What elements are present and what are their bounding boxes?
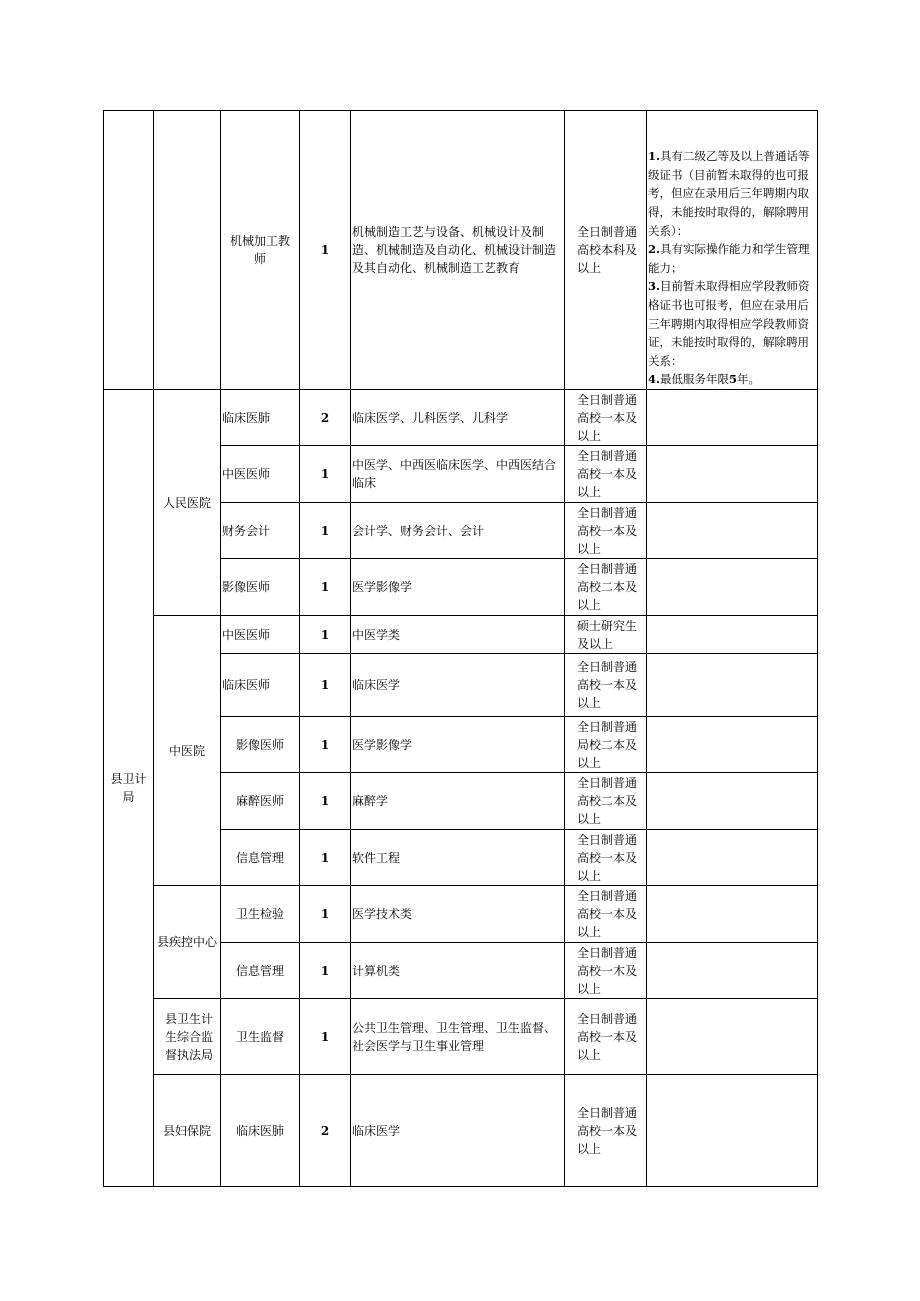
count-cell: 1 bbox=[300, 717, 351, 773]
requirements-cell bbox=[647, 999, 818, 1075]
education-cell: 全日制普通高校一本及以上 bbox=[565, 999, 647, 1075]
requirements-cell bbox=[647, 654, 818, 717]
requirements-cell bbox=[647, 1075, 818, 1187]
requirements-cell bbox=[647, 830, 818, 886]
requirements-cell bbox=[647, 503, 818, 559]
education-cell: 全日制普通高校二本及以上 bbox=[565, 773, 647, 830]
position-cell: 信息管理 bbox=[221, 830, 300, 886]
table-row bbox=[104, 390, 818, 446]
table-row bbox=[104, 616, 818, 654]
education-cell: 全日制普通高校一本及以上 bbox=[565, 503, 647, 559]
count-cell: 1 bbox=[300, 616, 351, 654]
requirement-item: 2.具有实际操作能力和学生管理能力； bbox=[648, 242, 810, 275]
department-cell-empty bbox=[104, 111, 154, 390]
requirements-cell bbox=[647, 717, 818, 773]
major-cell: 中医学、中西医临床医学、中西医结合临床 bbox=[351, 446, 565, 503]
major-cell: 麻醉学 bbox=[351, 773, 565, 830]
major-cell: 中医学类 bbox=[351, 616, 565, 654]
unit-cell: 县妇保院 bbox=[154, 1075, 221, 1187]
position-cell: 影像医师 bbox=[221, 717, 300, 773]
table-row bbox=[104, 111, 818, 390]
position-cell: 中医医师 bbox=[221, 446, 300, 503]
unit-cell: 人民医院 bbox=[154, 390, 221, 616]
education-cell: 硕士研究生及以上 bbox=[565, 616, 647, 654]
major-cell: 公共卫生管理、卫生管理、卫生监督、社会医学与卫生事业管理 bbox=[351, 999, 565, 1075]
count-cell: 1 bbox=[300, 654, 351, 717]
education-cell: 全日制普通高校一本及以上 bbox=[565, 886, 647, 943]
requirement-item: 3.目前暂未取得相应学段教师资格证书也可报考，但应在录用后三年聘期内取得相应学段教师资证，未能按时取得的，解除聘用关系： bbox=[648, 279, 810, 368]
major-cell: 医学影像学 bbox=[351, 717, 565, 773]
major-cell: 机械制造工艺与设备、机械设计及制造、机械制造及自动化、机械设计制造及其自动化、机械制造工艺教育 bbox=[351, 111, 565, 390]
position-cell: 影像医师 bbox=[221, 559, 300, 616]
education-cell: 全日制普通高校一本及以上 bbox=[565, 654, 647, 717]
position-cell: 临床医肺 bbox=[221, 390, 300, 446]
requirements-cell bbox=[647, 446, 818, 503]
major-cell: 临床医学 bbox=[351, 1075, 565, 1187]
count-cell: 1 bbox=[300, 943, 351, 999]
requirements-cell bbox=[647, 390, 818, 446]
requirement-item: 4.最低服务年限5年。 bbox=[648, 372, 761, 387]
position-cell: 机械加工教师 bbox=[221, 111, 300, 390]
requirements-cell bbox=[647, 559, 818, 616]
major-cell: 临床医学、儿科医学、儿科学 bbox=[351, 390, 565, 446]
requirements-cell bbox=[647, 886, 818, 943]
major-cell: 医学影像学 bbox=[351, 559, 565, 616]
education-cell: 全日制普通高校一本及以上 bbox=[565, 446, 647, 503]
count-cell: 1 bbox=[300, 773, 351, 830]
count-cell: 1 bbox=[300, 503, 351, 559]
position-cell: 财务会计 bbox=[221, 503, 300, 559]
position-cell: 信息管理 bbox=[221, 943, 300, 999]
requirements-cell bbox=[647, 773, 818, 830]
count-cell: 2 bbox=[300, 390, 351, 446]
recruitment-table bbox=[103, 110, 818, 1187]
count-cell: 1 bbox=[300, 886, 351, 943]
requirement-item: 1.具有二级乙等及以上普通话等级证书（目前暂未取得的也可报考，但应在录用后三年聘期内取得，未能按时取得的，解除聘用关系）： bbox=[648, 149, 810, 238]
requirements-cell bbox=[647, 943, 818, 999]
education-cell: 全日制普通高校一木及以上 bbox=[565, 943, 647, 999]
position-cell: 卫生监督 bbox=[221, 999, 300, 1075]
count-cell: 1 bbox=[300, 559, 351, 616]
education-cell: 全日制普通高校一本及以上 bbox=[565, 830, 647, 886]
unit-cell: 县卫生计生综合监督执法局 bbox=[154, 999, 221, 1075]
count-cell: 1 bbox=[300, 830, 351, 886]
position-cell: 麻醉医师 bbox=[221, 773, 300, 830]
position-cell: 中医医师 bbox=[221, 616, 300, 654]
count-cell: 1 bbox=[300, 999, 351, 1075]
major-cell: 软件工程 bbox=[351, 830, 565, 886]
major-cell: 会计学、财务会计、会计 bbox=[351, 503, 565, 559]
education-cell: 全日制普通高校一本及以上 bbox=[565, 390, 647, 446]
count-cell: 2 bbox=[300, 1075, 351, 1187]
table-row bbox=[104, 886, 818, 943]
unit-cell: 县疾控中心 bbox=[154, 886, 221, 999]
unit-cell-empty bbox=[154, 111, 221, 390]
department-cell: 县卫计局 bbox=[104, 390, 154, 1187]
education-cell: 全日制普通局校二本及以上 bbox=[565, 717, 647, 773]
unit-cell: 中医院 bbox=[154, 616, 221, 886]
education-cell: 全日制普通高校一本及以上 bbox=[565, 1075, 647, 1187]
table-row bbox=[104, 999, 818, 1075]
count-cell: 1 bbox=[300, 111, 351, 390]
major-cell: 医学技术类 bbox=[351, 886, 565, 943]
major-cell: 计算机类 bbox=[351, 943, 565, 999]
count-cell: 1 bbox=[300, 446, 351, 503]
position-cell: 临床医肺 bbox=[221, 1075, 300, 1187]
table-row bbox=[104, 1075, 818, 1187]
major-cell: 临床医学 bbox=[351, 654, 565, 717]
education-cell: 全日制普通高校本科及以上 bbox=[565, 111, 647, 390]
requirements-cell bbox=[647, 111, 818, 390]
requirements-cell bbox=[647, 616, 818, 654]
education-cell: 全日制普通高校二本及以上 bbox=[565, 559, 647, 616]
position-cell: 卫生检验 bbox=[221, 886, 300, 943]
position-cell: 临床医师 bbox=[221, 654, 300, 717]
